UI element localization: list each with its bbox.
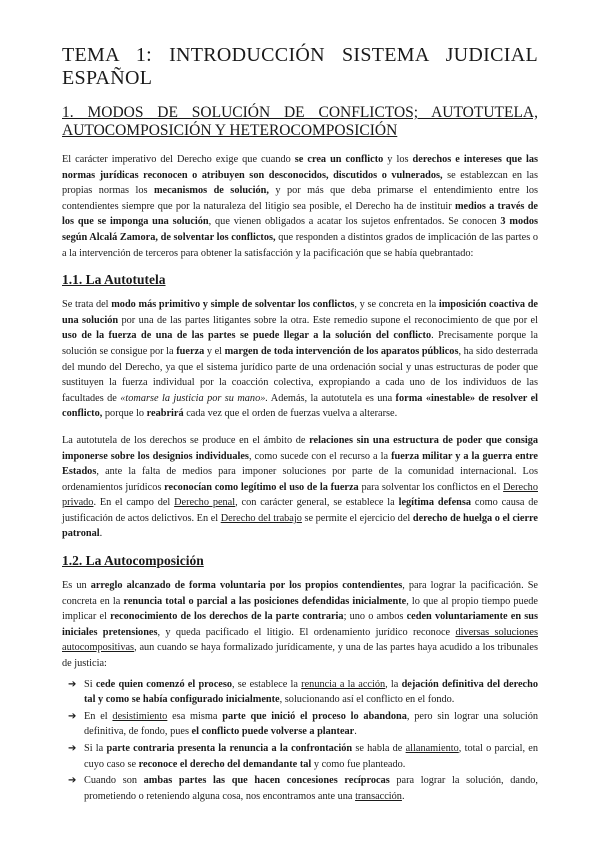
list-item: ➔ Si cede quien comenzó el proceso, se establece la renuncia a la acción, la dejación definitiva del derecho tal y como se había configurado inicialmente, solucionando así el conflicto en el fondo. — [68, 678, 538, 706]
list-item: ➔ Si la parte contraria presenta la renuncia a la confrontación se habla de allanamiento, total o parcial, en cuyo caso se reconoce el derecho del demandante tal y como fue planteado. — [68, 743, 538, 770]
section-1-1-paragraph-1: Se trata del modo más primitivo y simple de solventar los conflictos, y se concreta en la imposición coactiva de una solución por una de las partes litigantes sobre la otra. Este remedio supone el reconocimiento de que por el uso de la fuerza de una de las partes se puede llegar a la solución del conflicto. Precisamente porque la solución se consigue por la fuerza y el margen de toda intervención de los aparatos públicos, ha sido desterrada del mundo del Derecho, ya que el sistema jurídico parte de una ordenación social y unas estructuras de poder que sustituyen la fuerza individual por la coacción colectiva, expropiando a cada uno de los individuos de las facultades de «tomarse la justicia por su mano». Además, la autotutela es una forma «inestable» de resolver el conflicto, porque lo reabrirá cada vez que el orden de fuerzas vuelva a alterarse. — [62, 299, 539, 420]
section-1-paragraph: El carácter imperativo del Derecho exige que cuando se crea un conflicto y los derechos e intereses que las normas jurídicas reconocen o atribuyen son desconocidos, discutidos o vulnerados, se establezcan en las propias normas los mecanismos de solución, y por más que deba primarse el entendimiento entre los contendientes siempre que por la naturaleza del litigio sea posible, el Derecho ha de instituir medios a través de los que se imponga una solución, que vienen obligados a acatar los sujetos enfrentados. Se conocen 3 modos según Alcalá Zamora, de solventar los conflictos, que responden a distintos grados de implicación de las partes o a la intervención de terceros para obtener la satisfacción y la pacificación que se había quebrantado: — [62, 154, 539, 259]
autocomposition-list — [62, 677, 538, 805]
list-item: ➔ En el desistimiento esa misma parte que inició el proceso lo abandona, pero sin lograr una solución definitiva, de fondo, pues el conflicto puede volverse a plantear. — [68, 710, 539, 738]
section-1-1-paragraph-2: La autotutela de los derechos se produce en el ámbito de relaciones sin una estructura de poder que consiga imponerse sobre los designios individuales, como sucede con el recurso a la fuerza militar y a la guerra entre Estados, ante la falta de medios para imponer soluciones por parte de la comunidad internacional. Los ordenamientos jurídicos reconocían como legítimo el uso de la fuerza para solventar los conflictos en el Derecho privado. En el campo del Derecho penal, con carácter general, se establece la legítima defensa como causa de justificación de actos delictivos. En el Derecho del trabajo se permite el ejercicio del derecho de huelga o el cierre patronal. — [62, 434, 539, 540]
right-arrow-icon: ➔ — [68, 775, 77, 787]
section-1-heading: 1. MODOS DE SOLUCIÓN DE CONFLICTOS; AUTOTUTELA, AUTOCOMPOSICIÓN Y HETEROCOMPOSICIÓN — [62, 104, 538, 139]
section-1-2-heading: 1.2. La Autocomposición — [62, 553, 204, 569]
right-arrow-icon: ➔ — [68, 710, 77, 722]
right-arrow-icon: ➔ — [68, 678, 77, 690]
list-item: ➔ Cuando son ambas partes las que hacen concesiones recíprocas para lograr la solución, dando, prometiendo o reteniendo alguna cosa, nos encontramos ante una transacción. — [68, 775, 538, 802]
section-1-2-paragraph: Es un arreglo alcanzado de forma voluntaria por los propios contendientes, para lograr la pacificación. Se concreta en la renuncia total o parcial a las posiciones defendidas inicialmente, lo que al propio tiempo puede implicar el reconocimiento de los derechos de la parte contraria; uno o ambos ceden voluntariamente en sus iniciales pretensiones, y queda pacificado el litigio. El ordenamiento jurídico reconoce diversas soluciones autocompositivas, aun cuando se haya formalizado jurídicamente, y una de las partes haya acudido a los tribunales de justicia: — [62, 580, 538, 670]
section-1-1-heading: 1.1. La Autotutela — [62, 272, 166, 288]
right-arrow-icon: ➔ — [68, 743, 77, 754]
document-title: TEMA 1: INTRODUCCIÓN SISTEMA JUDICIAL ESPAÑOL — [62, 44, 538, 89]
